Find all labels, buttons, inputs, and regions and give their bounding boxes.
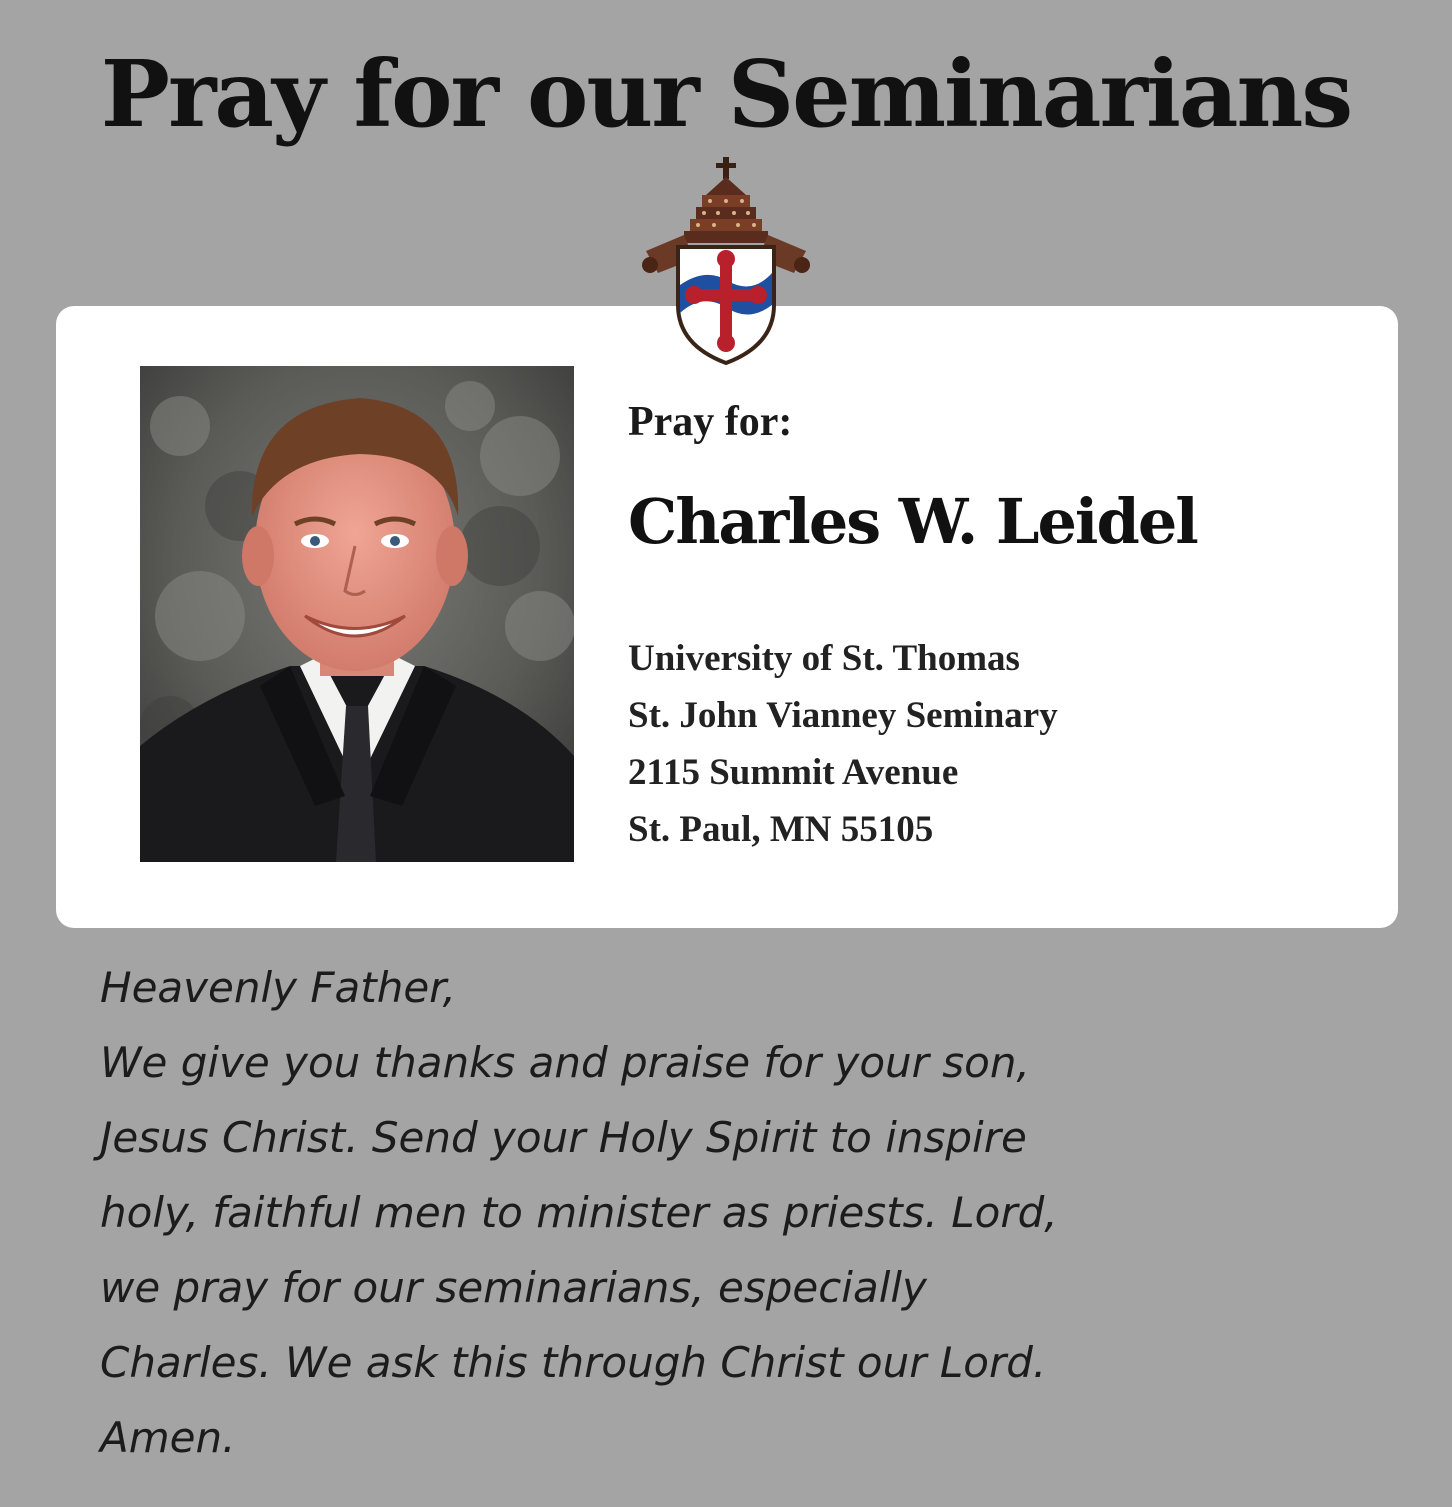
address-line: St. John Vianney Seminary	[628, 695, 1058, 736]
address-line: St. Paul, MN 55105	[628, 809, 934, 850]
prayer-line: Jesus Christ. Send your Holy Spirit to inspire	[100, 1113, 1027, 1162]
address-line: 2115 Summit Avenue	[628, 752, 959, 793]
prayer-line: Heavenly Father,	[100, 963, 456, 1012]
pray-for-label: Pray for:	[628, 399, 793, 445]
seminarian-photo	[140, 366, 574, 862]
prayer-line: We give you thanks and praise for your son,	[100, 1038, 1030, 1087]
diocese-crest-icon	[636, 155, 816, 370]
seminarian-name: Charles W. Leidel	[628, 485, 1197, 558]
prayer-line: holy, faithful men to minister as priests. Lord,	[100, 1188, 1058, 1237]
prayer-line: Amen.	[100, 1413, 236, 1462]
prayer-line: we pray for our seminarians, especially	[100, 1263, 927, 1312]
page-title: Pray for our Seminarians	[100, 40, 1352, 148]
prayer-line: Charles. We ask this through Christ our Lord.	[100, 1338, 1047, 1387]
address-line: University of St. Thomas	[628, 638, 1020, 679]
seminary-address	[628, 630, 1058, 858]
prayer-text	[100, 950, 1340, 1475]
